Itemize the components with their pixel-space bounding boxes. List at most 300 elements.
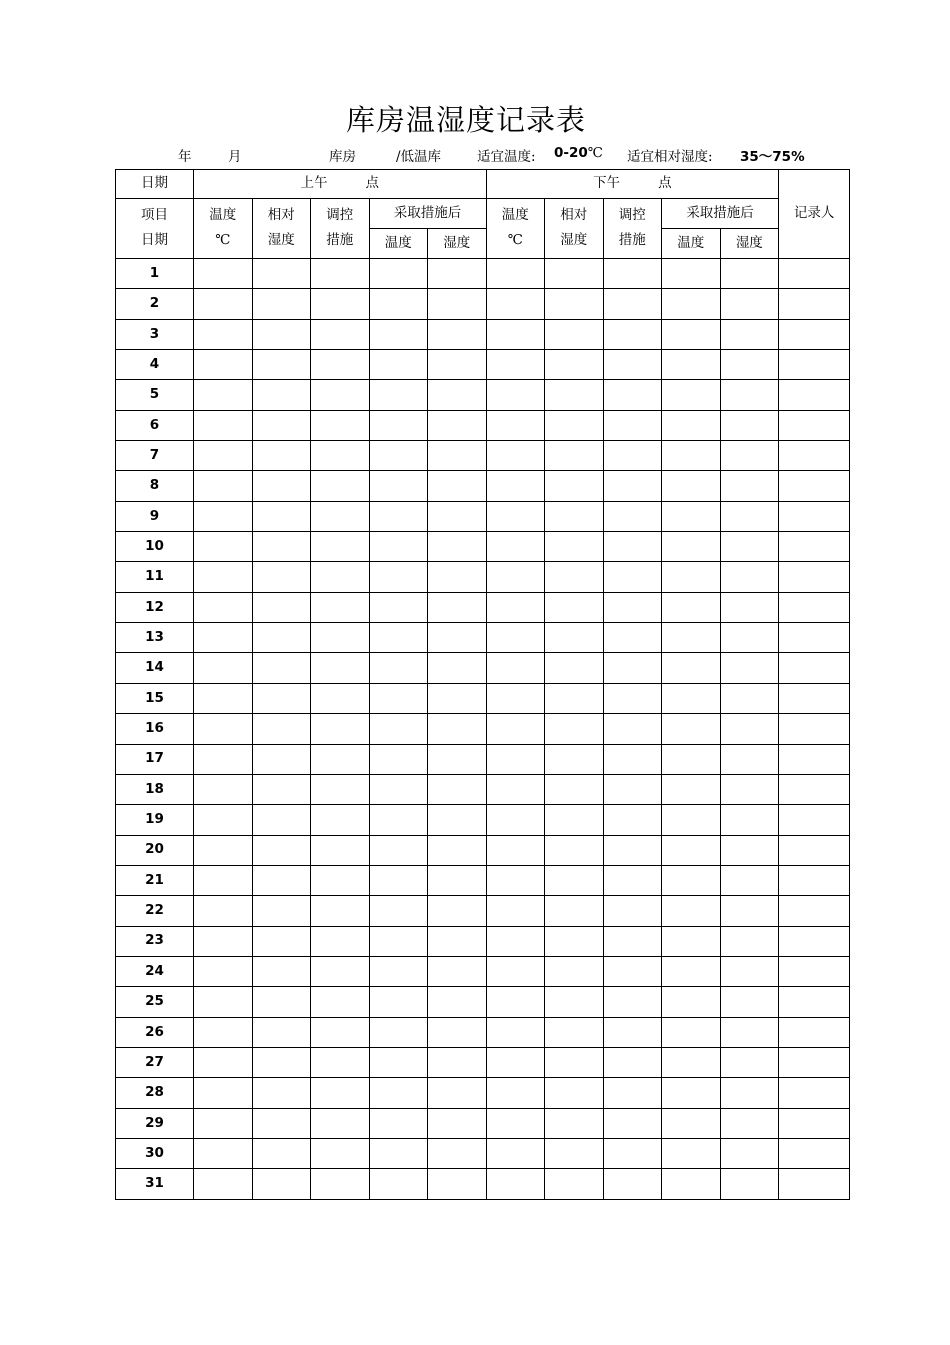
- entry-cell[interactable]: [369, 774, 428, 804]
- entry-cell[interactable]: [194, 1108, 253, 1138]
- entry-cell[interactable]: [662, 865, 721, 895]
- entry-cell[interactable]: [662, 1169, 721, 1199]
- entry-cell[interactable]: [194, 683, 253, 713]
- entry-cell[interactable]: [662, 896, 721, 926]
- entry-cell[interactable]: [779, 865, 850, 895]
- entry-cell[interactable]: [779, 471, 850, 501]
- entry-cell[interactable]: [545, 441, 604, 471]
- entry-cell[interactable]: [545, 896, 604, 926]
- entry-cell[interactable]: [252, 1078, 311, 1108]
- entry-cell[interactable]: [369, 562, 428, 592]
- entry-cell[interactable]: [720, 865, 779, 895]
- entry-cell[interactable]: [428, 896, 487, 926]
- entry-cell[interactable]: [311, 744, 370, 774]
- entry-cell[interactable]: [720, 987, 779, 1017]
- entry-cell[interactable]: [369, 259, 428, 289]
- entry-cell[interactable]: [603, 289, 662, 319]
- entry-cell[interactable]: [252, 1138, 311, 1168]
- entry-cell[interactable]: [662, 653, 721, 683]
- entry-cell[interactable]: [194, 380, 253, 410]
- entry-cell[interactable]: [252, 350, 311, 380]
- entry-cell[interactable]: [369, 653, 428, 683]
- entry-cell[interactable]: [369, 1108, 428, 1138]
- entry-cell[interactable]: [486, 653, 545, 683]
- entry-cell[interactable]: [720, 805, 779, 835]
- entry-cell[interactable]: [252, 805, 311, 835]
- entry-cell[interactable]: [311, 562, 370, 592]
- entry-cell[interactable]: [779, 592, 850, 622]
- entry-cell[interactable]: [603, 774, 662, 804]
- entry-cell[interactable]: [545, 1078, 604, 1108]
- entry-cell[interactable]: [603, 744, 662, 774]
- entry-cell[interactable]: [194, 623, 253, 653]
- entry-cell[interactable]: [486, 683, 545, 713]
- entry-cell[interactable]: [720, 501, 779, 531]
- entry-cell[interactable]: [603, 471, 662, 501]
- entry-cell[interactable]: [486, 714, 545, 744]
- entry-cell[interactable]: [194, 1169, 253, 1199]
- entry-cell[interactable]: [428, 532, 487, 562]
- entry-cell[interactable]: [194, 501, 253, 531]
- entry-cell[interactable]: [603, 653, 662, 683]
- entry-cell[interactable]: [194, 259, 253, 289]
- entry-cell[interactable]: [252, 623, 311, 653]
- entry-cell[interactable]: [545, 1138, 604, 1168]
- entry-cell[interactable]: [779, 289, 850, 319]
- entry-cell[interactable]: [662, 956, 721, 986]
- entry-cell[interactable]: [428, 1108, 487, 1138]
- entry-cell[interactable]: [545, 1047, 604, 1077]
- entry-cell[interactable]: [603, 562, 662, 592]
- entry-cell[interactable]: [428, 926, 487, 956]
- entry-cell[interactable]: [486, 380, 545, 410]
- entry-cell[interactable]: [194, 835, 253, 865]
- entry-cell[interactable]: [779, 714, 850, 744]
- entry-cell[interactable]: [428, 623, 487, 653]
- entry-cell[interactable]: [369, 835, 428, 865]
- entry-cell[interactable]: [545, 259, 604, 289]
- entry-cell[interactable]: [720, 532, 779, 562]
- entry-cell[interactable]: [428, 1169, 487, 1199]
- entry-cell[interactable]: [720, 592, 779, 622]
- entry-cell[interactable]: [428, 653, 487, 683]
- entry-cell[interactable]: [369, 1138, 428, 1168]
- entry-cell[interactable]: [311, 1108, 370, 1138]
- entry-cell[interactable]: [603, 926, 662, 956]
- entry-cell[interactable]: [779, 532, 850, 562]
- entry-cell[interactable]: [603, 1169, 662, 1199]
- entry-cell[interactable]: [779, 350, 850, 380]
- entry-cell[interactable]: [486, 1078, 545, 1108]
- entry-cell[interactable]: [311, 289, 370, 319]
- entry-cell[interactable]: [720, 744, 779, 774]
- entry-cell[interactable]: [486, 805, 545, 835]
- entry-cell[interactable]: [369, 1047, 428, 1077]
- entry-cell[interactable]: [779, 805, 850, 835]
- entry-cell[interactable]: [486, 926, 545, 956]
- entry-cell[interactable]: [662, 1138, 721, 1168]
- entry-cell[interactable]: [194, 865, 253, 895]
- entry-cell[interactable]: [779, 926, 850, 956]
- entry-cell[interactable]: [545, 926, 604, 956]
- entry-cell[interactable]: [311, 683, 370, 713]
- entry-cell[interactable]: [194, 805, 253, 835]
- entry-cell[interactable]: [252, 441, 311, 471]
- entry-cell[interactable]: [369, 532, 428, 562]
- entry-cell[interactable]: [545, 289, 604, 319]
- entry-cell[interactable]: [603, 987, 662, 1017]
- entry-cell[interactable]: [428, 410, 487, 440]
- entry-cell[interactable]: [662, 380, 721, 410]
- entry-cell[interactable]: [545, 987, 604, 1017]
- entry-cell[interactable]: [369, 865, 428, 895]
- entry-cell[interactable]: [662, 471, 721, 501]
- entry-cell[interactable]: [720, 350, 779, 380]
- entry-cell[interactable]: [662, 805, 721, 835]
- entry-cell[interactable]: [545, 683, 604, 713]
- entry-cell[interactable]: [603, 380, 662, 410]
- entry-cell[interactable]: [194, 1017, 253, 1047]
- entry-cell[interactable]: [252, 259, 311, 289]
- entry-cell[interactable]: [545, 956, 604, 986]
- entry-cell[interactable]: [545, 653, 604, 683]
- entry-cell[interactable]: [779, 1108, 850, 1138]
- entry-cell[interactable]: [369, 805, 428, 835]
- entry-cell[interactable]: [311, 1047, 370, 1077]
- entry-cell[interactable]: [486, 987, 545, 1017]
- entry-cell[interactable]: [545, 774, 604, 804]
- entry-cell[interactable]: [779, 1138, 850, 1168]
- entry-cell[interactable]: [311, 380, 370, 410]
- entry-cell[interactable]: [486, 744, 545, 774]
- entry-cell[interactable]: [252, 774, 311, 804]
- entry-cell[interactable]: [252, 926, 311, 956]
- entry-cell[interactable]: [545, 744, 604, 774]
- entry-cell[interactable]: [779, 562, 850, 592]
- entry-cell[interactable]: [252, 744, 311, 774]
- entry-cell[interactable]: [603, 592, 662, 622]
- entry-cell[interactable]: [369, 380, 428, 410]
- entry-cell[interactable]: [252, 683, 311, 713]
- entry-cell[interactable]: [486, 835, 545, 865]
- entry-cell[interactable]: [662, 562, 721, 592]
- entry-cell[interactable]: [486, 259, 545, 289]
- entry-cell[interactable]: [428, 683, 487, 713]
- entry-cell[interactable]: [603, 623, 662, 653]
- entry-cell[interactable]: [662, 289, 721, 319]
- entry-cell[interactable]: [428, 774, 487, 804]
- entry-cell[interactable]: [252, 501, 311, 531]
- entry-cell[interactable]: [603, 835, 662, 865]
- entry-cell[interactable]: [369, 471, 428, 501]
- entry-cell[interactable]: [603, 805, 662, 835]
- entry-cell[interactable]: [720, 835, 779, 865]
- entry-cell[interactable]: [486, 532, 545, 562]
- entry-cell[interactable]: [428, 1047, 487, 1077]
- entry-cell[interactable]: [545, 532, 604, 562]
- entry-cell[interactable]: [369, 1169, 428, 1199]
- entry-cell[interactable]: [662, 714, 721, 744]
- entry-cell[interactable]: [603, 1047, 662, 1077]
- entry-cell[interactable]: [545, 562, 604, 592]
- entry-cell[interactable]: [194, 592, 253, 622]
- entry-cell[interactable]: [428, 289, 487, 319]
- entry-cell[interactable]: [311, 532, 370, 562]
- entry-cell[interactable]: [252, 896, 311, 926]
- entry-cell[interactable]: [428, 865, 487, 895]
- entry-cell[interactable]: [545, 319, 604, 349]
- entry-cell[interactable]: [779, 896, 850, 926]
- entry-cell[interactable]: [194, 956, 253, 986]
- entry-cell[interactable]: [194, 653, 253, 683]
- entry-cell[interactable]: [311, 592, 370, 622]
- entry-cell[interactable]: [486, 501, 545, 531]
- entry-cell[interactable]: [662, 774, 721, 804]
- entry-cell[interactable]: [428, 319, 487, 349]
- entry-cell[interactable]: [545, 714, 604, 744]
- entry-cell[interactable]: [311, 410, 370, 440]
- entry-cell[interactable]: [720, 259, 779, 289]
- entry-cell[interactable]: [486, 896, 545, 926]
- entry-cell[interactable]: [545, 1017, 604, 1047]
- entry-cell[interactable]: [486, 350, 545, 380]
- entry-cell[interactable]: [720, 441, 779, 471]
- entry-cell[interactable]: [428, 835, 487, 865]
- entry-cell[interactable]: [662, 744, 721, 774]
- entry-cell[interactable]: [662, 683, 721, 713]
- entry-cell[interactable]: [369, 592, 428, 622]
- entry-cell[interactable]: [369, 1078, 428, 1108]
- entry-cell[interactable]: [720, 1138, 779, 1168]
- entry-cell[interactable]: [428, 744, 487, 774]
- entry-cell[interactable]: [194, 1047, 253, 1077]
- entry-cell[interactable]: [545, 471, 604, 501]
- entry-cell[interactable]: [545, 410, 604, 440]
- entry-cell[interactable]: [428, 714, 487, 744]
- entry-cell[interactable]: [720, 653, 779, 683]
- entry-cell[interactable]: [545, 501, 604, 531]
- entry-cell[interactable]: [369, 441, 428, 471]
- entry-cell[interactable]: [720, 1108, 779, 1138]
- entry-cell[interactable]: [194, 319, 253, 349]
- entry-cell[interactable]: [311, 774, 370, 804]
- entry-cell[interactable]: [662, 1078, 721, 1108]
- entry-cell[interactable]: [369, 289, 428, 319]
- entry-cell[interactable]: [428, 1017, 487, 1047]
- entry-cell[interactable]: [486, 623, 545, 653]
- entry-cell[interactable]: [603, 1108, 662, 1138]
- entry-cell[interactable]: [720, 1078, 779, 1108]
- entry-cell[interactable]: [486, 562, 545, 592]
- entry-cell[interactable]: [194, 1078, 253, 1108]
- entry-cell[interactable]: [486, 774, 545, 804]
- entry-cell[interactable]: [603, 410, 662, 440]
- entry-cell[interactable]: [545, 865, 604, 895]
- entry-cell[interactable]: [720, 289, 779, 319]
- entry-cell[interactable]: [662, 441, 721, 471]
- entry-cell[interactable]: [662, 350, 721, 380]
- entry-cell[interactable]: [603, 501, 662, 531]
- entry-cell[interactable]: [369, 501, 428, 531]
- entry-cell[interactable]: [252, 1017, 311, 1047]
- entry-cell[interactable]: [311, 623, 370, 653]
- entry-cell[interactable]: [428, 562, 487, 592]
- entry-cell[interactable]: [194, 350, 253, 380]
- entry-cell[interactable]: [252, 835, 311, 865]
- entry-cell[interactable]: [662, 501, 721, 531]
- entry-cell[interactable]: [486, 471, 545, 501]
- entry-cell[interactable]: [779, 744, 850, 774]
- entry-cell[interactable]: [603, 532, 662, 562]
- entry-cell[interactable]: [311, 441, 370, 471]
- entry-cell[interactable]: [194, 926, 253, 956]
- entry-cell[interactable]: [603, 259, 662, 289]
- entry-cell[interactable]: [662, 835, 721, 865]
- entry-cell[interactable]: [603, 1017, 662, 1047]
- entry-cell[interactable]: [486, 441, 545, 471]
- entry-cell[interactable]: [662, 592, 721, 622]
- entry-cell[interactable]: [603, 896, 662, 926]
- entry-cell[interactable]: [779, 319, 850, 349]
- entry-cell[interactable]: [369, 623, 428, 653]
- entry-cell[interactable]: [662, 319, 721, 349]
- entry-cell[interactable]: [720, 926, 779, 956]
- entry-cell[interactable]: [779, 259, 850, 289]
- entry-cell[interactable]: [428, 350, 487, 380]
- entry-cell[interactable]: [428, 380, 487, 410]
- entry-cell[interactable]: [720, 714, 779, 744]
- entry-cell[interactable]: [194, 714, 253, 744]
- entry-cell[interactable]: [545, 835, 604, 865]
- entry-cell[interactable]: [662, 987, 721, 1017]
- entry-cell[interactable]: [311, 501, 370, 531]
- entry-cell[interactable]: [720, 1047, 779, 1077]
- entry-cell[interactable]: [779, 1078, 850, 1108]
- entry-cell[interactable]: [428, 592, 487, 622]
- entry-cell[interactable]: [369, 350, 428, 380]
- entry-cell[interactable]: [428, 987, 487, 1017]
- entry-cell[interactable]: [779, 410, 850, 440]
- entry-cell[interactable]: [545, 623, 604, 653]
- entry-cell[interactable]: [486, 1138, 545, 1168]
- entry-cell[interactable]: [662, 623, 721, 653]
- entry-cell[interactable]: [194, 471, 253, 501]
- entry-cell[interactable]: [779, 987, 850, 1017]
- entry-cell[interactable]: [252, 987, 311, 1017]
- entry-cell[interactable]: [779, 683, 850, 713]
- entry-cell[interactable]: [545, 592, 604, 622]
- entry-cell[interactable]: [603, 683, 662, 713]
- entry-cell[interactable]: [603, 350, 662, 380]
- entry-cell[interactable]: [311, 805, 370, 835]
- entry-cell[interactable]: [779, 1017, 850, 1047]
- entry-cell[interactable]: [779, 835, 850, 865]
- entry-cell[interactable]: [252, 865, 311, 895]
- entry-cell[interactable]: [662, 1017, 721, 1047]
- entry-cell[interactable]: [311, 1017, 370, 1047]
- entry-cell[interactable]: [369, 714, 428, 744]
- entry-cell[interactable]: [311, 471, 370, 501]
- entry-cell[interactable]: [194, 987, 253, 1017]
- entry-cell[interactable]: [545, 1169, 604, 1199]
- entry-cell[interactable]: [720, 471, 779, 501]
- entry-cell[interactable]: [720, 683, 779, 713]
- entry-cell[interactable]: [252, 956, 311, 986]
- entry-cell[interactable]: [311, 1138, 370, 1168]
- entry-cell[interactable]: [252, 532, 311, 562]
- entry-cell[interactable]: [603, 319, 662, 349]
- entry-cell[interactable]: [194, 289, 253, 319]
- entry-cell[interactable]: [662, 1108, 721, 1138]
- entry-cell[interactable]: [252, 653, 311, 683]
- entry-cell[interactable]: [194, 441, 253, 471]
- entry-cell[interactable]: [662, 926, 721, 956]
- entry-cell[interactable]: [369, 987, 428, 1017]
- entry-cell[interactable]: [603, 865, 662, 895]
- entry-cell[interactable]: [369, 319, 428, 349]
- entry-cell[interactable]: [428, 1138, 487, 1168]
- entry-cell[interactable]: [369, 744, 428, 774]
- entry-cell[interactable]: [252, 289, 311, 319]
- entry-cell[interactable]: [720, 956, 779, 986]
- entry-cell[interactable]: [428, 441, 487, 471]
- entry-cell[interactable]: [486, 865, 545, 895]
- entry-cell[interactable]: [252, 319, 311, 349]
- entry-cell[interactable]: [194, 410, 253, 440]
- entry-cell[interactable]: [428, 1078, 487, 1108]
- entry-cell[interactable]: [369, 926, 428, 956]
- entry-cell[interactable]: [428, 805, 487, 835]
- entry-cell[interactable]: [779, 653, 850, 683]
- entry-cell[interactable]: [779, 774, 850, 804]
- entry-cell[interactable]: [311, 865, 370, 895]
- entry-cell[interactable]: [252, 592, 311, 622]
- entry-cell[interactable]: [662, 1047, 721, 1077]
- entry-cell[interactable]: [311, 956, 370, 986]
- entry-cell[interactable]: [428, 956, 487, 986]
- entry-cell[interactable]: [779, 1047, 850, 1077]
- entry-cell[interactable]: [428, 501, 487, 531]
- entry-cell[interactable]: [311, 350, 370, 380]
- entry-cell[interactable]: [486, 410, 545, 440]
- entry-cell[interactable]: [603, 1138, 662, 1168]
- entry-cell[interactable]: [194, 562, 253, 592]
- entry-cell[interactable]: [486, 1017, 545, 1047]
- entry-cell[interactable]: [252, 1108, 311, 1138]
- entry-cell[interactable]: [311, 987, 370, 1017]
- entry-cell[interactable]: [662, 532, 721, 562]
- entry-cell[interactable]: [311, 714, 370, 744]
- entry-cell[interactable]: [311, 926, 370, 956]
- entry-cell[interactable]: [779, 956, 850, 986]
- entry-cell[interactable]: [779, 441, 850, 471]
- entry-cell[interactable]: [486, 1169, 545, 1199]
- entry-cell[interactable]: [720, 1169, 779, 1199]
- entry-cell[interactable]: [369, 956, 428, 986]
- entry-cell[interactable]: [486, 1108, 545, 1138]
- entry-cell[interactable]: [428, 471, 487, 501]
- entry-cell[interactable]: [779, 380, 850, 410]
- entry-cell[interactable]: [311, 319, 370, 349]
- entry-cell[interactable]: [779, 1169, 850, 1199]
- entry-cell[interactable]: [779, 623, 850, 653]
- entry-cell[interactable]: [720, 1017, 779, 1047]
- entry-cell[interactable]: [662, 410, 721, 440]
- entry-cell[interactable]: [369, 410, 428, 440]
- entry-cell[interactable]: [486, 592, 545, 622]
- entry-cell[interactable]: [545, 1108, 604, 1138]
- entry-cell[interactable]: [194, 774, 253, 804]
